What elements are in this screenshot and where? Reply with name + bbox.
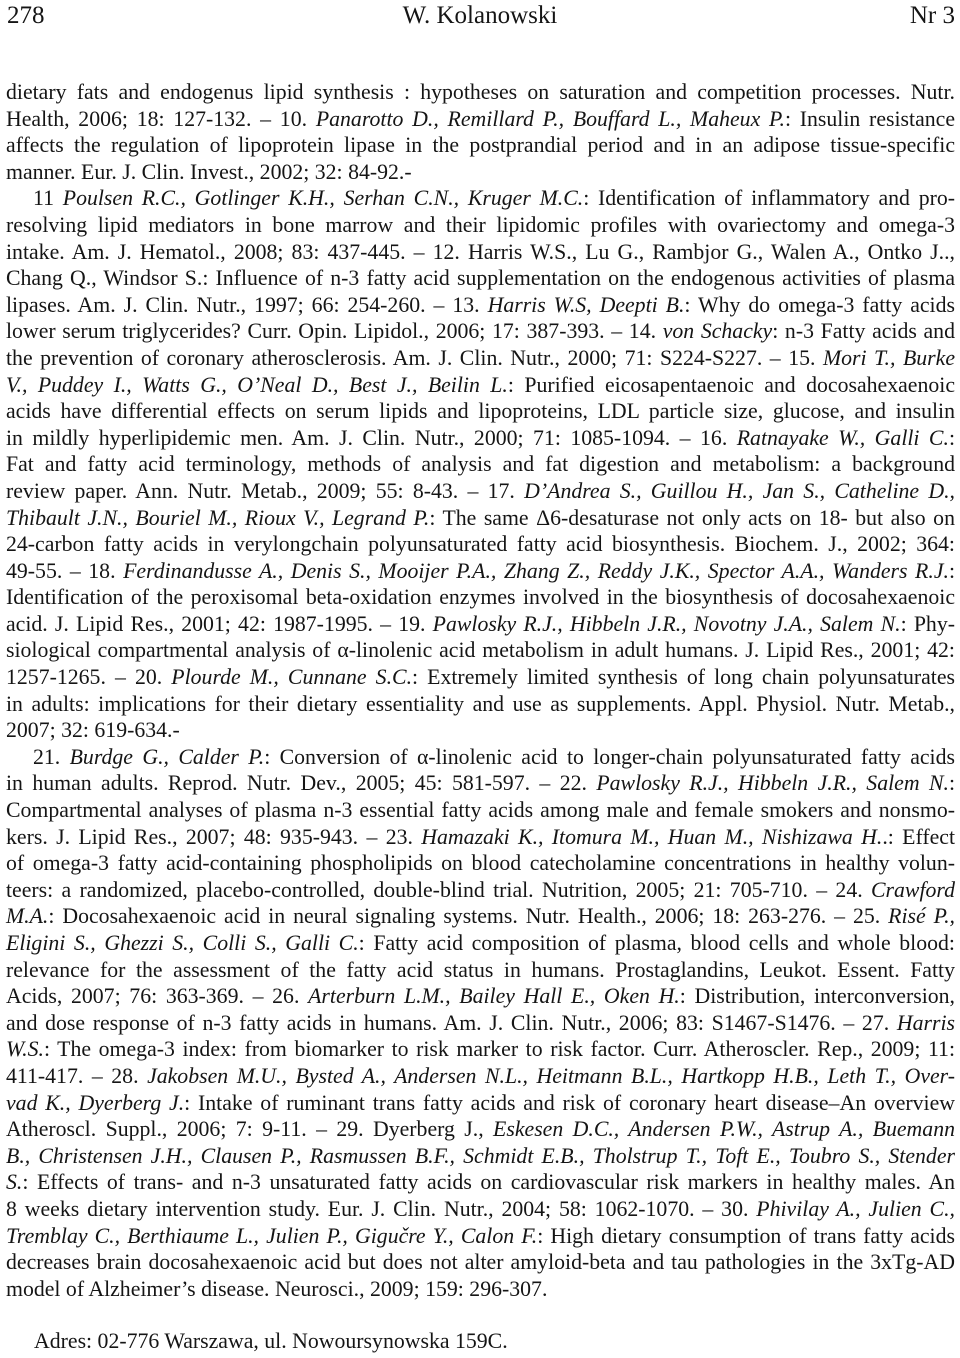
reference-line <box>6 1223 955 1250</box>
issue-number: Nr 3 <box>909 2 955 29</box>
reference-line <box>6 1036 955 1063</box>
author-names: Panarotto D., Remillard P., Bouffard L., Maheux P. <box>315 106 785 131</box>
reference-line <box>6 318 955 345</box>
reference-text: resolving lipid mediators in bone marrow and their lipidomic profiles with ovariectomy and omega-3 <box>6 212 955 237</box>
author-names: Eligini S., Ghezzi S., Colli S., Galli C. <box>6 931 359 955</box>
reference-text: in mildly hyperlipidemic men. Am. J. Clin. Nutr., 2000; 71: 1085-1094. – 16. <box>6 425 737 450</box>
reference-paragraph <box>6 185 955 743</box>
reference-line <box>6 159 955 186</box>
reference-text: : Extremely limited synthesis of long chain polyunsaturates <box>412 665 956 690</box>
author-names: Phivilay A., Julien C., <box>756 1196 955 1221</box>
reference-line <box>6 372 955 399</box>
reference-text: relevance for the assessment of the fatty acid status in humans. Prostaglandins, Leukot. Essent. Fatty <box>6 957 955 982</box>
author-names: Plourde M., Cunnane S.C. <box>171 665 413 690</box>
reference-line <box>6 345 955 372</box>
author-names: W.S. <box>6 1037 44 1062</box>
reference-line <box>6 132 955 159</box>
reference-line <box>6 664 955 691</box>
reference-text: model of Alzheimer’s disease. Neurosci., 2009; 159: 296-307. <box>6 1276 548 1301</box>
reference-text: 411-417. – 28. <box>6 1063 148 1088</box>
reference-text: Atheroscl. Suppl., 2006; 7: 9-11. – 29. Dyerberg J., <box>6 1117 494 1142</box>
author-names: B., Christensen J.H., Clausen P., Rasmussen B.F., Schmidt E.B., Tholstrup T., Toft E., Toubro S., Stender <box>6 1143 955 1168</box>
reference-text: : Purified eicosapentaenoic and docosahexaenoic <box>507 372 955 397</box>
reference-text: : Insulin resistance <box>784 106 955 131</box>
reference-text: 11 <box>33 186 63 211</box>
author-names: Pawlosky R.J., Hibbeln J.R., Novotny J.A., Salem N. <box>432 611 901 636</box>
author-names: Hamazaki K., Itomura M., Huan M., Nishizawa H. <box>421 824 883 849</box>
reference-paragraph <box>6 744 955 1302</box>
author-names: Ferdinandusse A., Denis S., Mooijer P.A., Zhang Z., Reddy J.K., Spector A.A., Wanders R.J. <box>123 558 949 583</box>
reference-line <box>6 1063 955 1090</box>
reference-text: Health, 2006; 18: 127-132. – 10. <box>6 106 316 131</box>
author-names: Pawlosky R.J., Hibbeln J.R., Salem N. <box>596 771 949 796</box>
reference-text: Compartmental analyses of plasma n-3 essential fatty acids among male and female smokers and nonsmo- <box>6 798 955 823</box>
reference-text: : Fatty acid composition of plasma, blood cells and whole blood: <box>358 931 955 955</box>
reference-line <box>6 239 955 266</box>
running-header <box>0 0 960 32</box>
author-names: Harris W.S, Deepti B. <box>487 292 685 317</box>
reference-line <box>6 398 955 425</box>
author-names: Ratnayake W., Galli C. <box>736 425 949 450</box>
author-names: Crawford <box>871 877 955 902</box>
reference-text: : Intake of ruminant trans fatty acids and risk of coronary heart disease–An overview <box>184 1090 955 1115</box>
reference-line <box>6 1143 955 1170</box>
reference-text: dietary fats and endogenus lipid synthesis : hypotheses on saturation and competition processes. Nutr. <box>6 80 955 104</box>
reference-text: Identification of the peroxisomal beta-oxidation enzymes involved in the biosynthesis of docosahexaenoic <box>6 585 955 610</box>
reference-text: siological compartmental analysis of α-linolenic acid metabolism in adult humans. J. Lipid Res., 2001; 42: <box>6 638 955 663</box>
reference-text: 8 weeks dietary intervention study. Eur. J. Clin. Nutr., 2004; 58: 1062-1070. – 30. <box>6 1196 757 1221</box>
reference-line <box>6 584 955 611</box>
reference-line <box>6 1249 955 1276</box>
reference-text: : The same Δ6-desaturase not only acts on 18- but also on <box>429 505 955 530</box>
author-names: Eskesen D.C., Andersen P.W., Astrup A., Buemann <box>493 1117 955 1142</box>
reference-line <box>6 1276 955 1303</box>
reference-text: : <box>948 558 956 583</box>
reference-line <box>6 1010 955 1037</box>
author-names: S. <box>6 1170 23 1195</box>
running-head-author: W. Kolanowski <box>402 2 558 29</box>
reference-line <box>6 850 955 877</box>
author-names: M.A. <box>6 904 49 929</box>
author-names: Harris <box>896 1010 955 1035</box>
reference-line <box>6 1090 955 1117</box>
reference-text: 2007; 32: 619-634.- <box>6 718 180 743</box>
reference-text: acids have differential effects on serum lipids and lipoproteins, LDL particle size, glucose, and insulin <box>6 399 955 424</box>
reference-line <box>6 691 955 718</box>
reference-line <box>6 531 955 558</box>
reference-line <box>6 611 955 638</box>
reference-text: lipases. Am. J. Clin. Nutr., 1997; 66: 254-260. – 13. <box>6 292 488 317</box>
reference-text: : <box>948 425 955 450</box>
reference-line <box>6 265 955 292</box>
reference-text: lower serum triglycerides? Curr. Opin. Lipidol., 2006; 17: 387-393. – 14. <box>6 319 663 344</box>
reference-line <box>6 106 955 133</box>
author-names: Poulsen R.C., Gotlinger K.H., Serhan C.N., Kruger M.C. <box>62 186 584 211</box>
reference-line <box>6 957 955 984</box>
reference-line <box>6 903 955 930</box>
reference-text: Acids, 2007; 76: 363-369. – 26. <box>6 984 309 1009</box>
reference-text: : Conversion of α-linolenic acid to longer-chain polyunsaturated fatty acids <box>264 744 955 769</box>
reference-text: .: Effect <box>882 824 955 849</box>
reference-line <box>6 212 955 239</box>
reference-text: acid. J. Lipid Res., 2001; 42: 1987-1995. – 19. <box>6 611 433 636</box>
reference-line <box>6 717 955 744</box>
author-names: Jakobsen M.U., Bysted A., Andersen N.L., Heitmann B.L., Hartkopp H.B., Leth T., Over- <box>147 1063 955 1088</box>
reference-text: in human adults. Reprod. Nutr. Dev., 2005; 45: 581-597. – 22. <box>6 771 597 796</box>
reference-line <box>6 983 955 1010</box>
reference-line <box>6 558 955 585</box>
reference-text: teers: a randomized, placebo-controlled, double-blind trial. Nutrition, 2005; 21: 705-710. – 24. <box>6 877 872 902</box>
reference-text: 21. <box>33 744 70 769</box>
reference-text: affects the regulation of lipoprotein lipase in the postprandial period and in an adipose tissue-specific <box>6 133 955 158</box>
reference-line <box>6 292 955 319</box>
reference-text: : Why do omega-3 fatty acids <box>684 292 955 317</box>
reference-line <box>6 744 955 771</box>
author-names: D’Andrea S., Guillou H., Jan S., Catheline D., <box>524 478 955 503</box>
reference-line <box>6 478 955 505</box>
reference-line <box>6 1116 955 1143</box>
reference-line <box>6 505 955 532</box>
reference-text: review paper. Ann. Nutr. Metab., 2009; 55: 8-43. – 17. <box>6 478 525 503</box>
author-names: Arterburn L.M., Bailey Hall E., Oken H. <box>308 984 680 1009</box>
reference-line <box>6 1169 955 1196</box>
reference-text: : Docosahexaenoic acid in neural signaling systems. Nutr. Health., 2006; 18: 263-276. – 25. <box>48 904 889 929</box>
reference-text: : Distribution, interconversion, <box>679 984 956 1009</box>
reference-text: : Effects of trans- and n-3 unsaturated fatty acids on cardiovascular risk markers in healthy males. An <box>22 1170 955 1195</box>
reference-text: : Identification of inflammatory and pro- <box>583 186 956 211</box>
reference-line <box>6 824 955 851</box>
reference-text: Fat and fatty acid terminology, methods of analysis and fat digestion and metabolism: a background <box>6 452 955 477</box>
page-number: 278 <box>7 2 45 29</box>
reference-line <box>6 877 955 904</box>
author-names: Risé P., <box>888 904 955 929</box>
reference-text: and dose response of n-3 fatty acids in humans. Am. J. Clin. Nutr., 2006; 83: S1467-S1476. – 27. <box>6 1010 897 1035</box>
author-names: Thibault J.N., Bouriel M., Rioux V., Legrand P. <box>6 505 430 530</box>
reference-text: : <box>948 771 955 796</box>
reference-text: 1257-1265. – 20. <box>6 665 172 690</box>
reference-line <box>6 79 955 106</box>
reference-text: : The omega-3 index: from biomarker to risk marker to risk factor. Curr. Atheroscler. Rep., 2009; 11: <box>43 1037 955 1062</box>
author-names: Tremblay C., Berthiaume L., Julien P., Gigučre Y., Calon F. <box>6 1223 538 1248</box>
reference-text: 24-carbon fatty acids in verylongchain polyunsaturated fatty acid biosynthesis. Biochem. J., 2002; 364: <box>6 532 955 557</box>
reference-line <box>6 797 955 824</box>
reference-line <box>6 451 955 478</box>
reference-text: 49-55. – 18. <box>6 558 124 583</box>
author-names: von Schacky <box>662 319 773 344</box>
reference-line <box>6 770 955 797</box>
reference-line <box>6 637 955 664</box>
reference-paragraph <box>6 79 955 185</box>
reference-text: intake. Am. J. Hematol., 2008; 83: 437-445. – 12. Harris W.S., Lu G., Rambjor G., Walen A., Ontko J.., <box>6 239 955 264</box>
reference-line <box>6 1196 955 1223</box>
author-names: V., Puddey I., Watts G., O’Neal D., Best J., Beilin L. <box>6 372 508 397</box>
correspondence-address: Adres: 02-776 Warszawa, ul. Nowoursynowska 159C. <box>34 1329 508 1353</box>
reference-text: Chang Q., Windsor S.: Influence of n-3 fatty acid supplementation on the endogenous activities of plasma <box>6 266 955 291</box>
reference-text: : n-3 Fatty acids and <box>772 319 955 344</box>
author-names: Burdge G., Calder P. <box>69 744 265 769</box>
reference-line <box>6 930 955 957</box>
author-names: vad K., Dyerberg J. <box>6 1090 185 1115</box>
reference-line <box>6 185 955 212</box>
reference-text: decreases brain docosahexaenoic acid but does not alter amyloid-beta and tau pathologies in the 3xTg-AD <box>6 1250 955 1275</box>
reference-line <box>6 425 955 452</box>
reference-list <box>6 79 955 1302</box>
reference-text: manner. Eur. J. Clin. Invest., 2002; 32: 84-92.- <box>6 159 412 184</box>
reference-text: in adults: implications for their dietary essentiality and use as supplements. Appl. Physiol. Nutr. Metab., <box>6 691 955 716</box>
reference-text: kers. J. Lipid Res., 2007; 48: 935-943. – 23. <box>6 824 422 849</box>
reference-text: the prevention of coronary atherosclerosis. Am. J. Clin. Nutr., 2000; 71: S224-S227. – 15. <box>6 345 823 370</box>
author-names: Mori T., Burke <box>822 345 955 370</box>
reference-text: of omega-3 fatty acid-containing phospholipids on blood catecholamine concentrations in healthy volun- <box>6 851 955 876</box>
reference-text: : Phy- <box>900 611 955 636</box>
reference-text: : High dietary consumption of trans fatty acids <box>537 1223 955 1248</box>
